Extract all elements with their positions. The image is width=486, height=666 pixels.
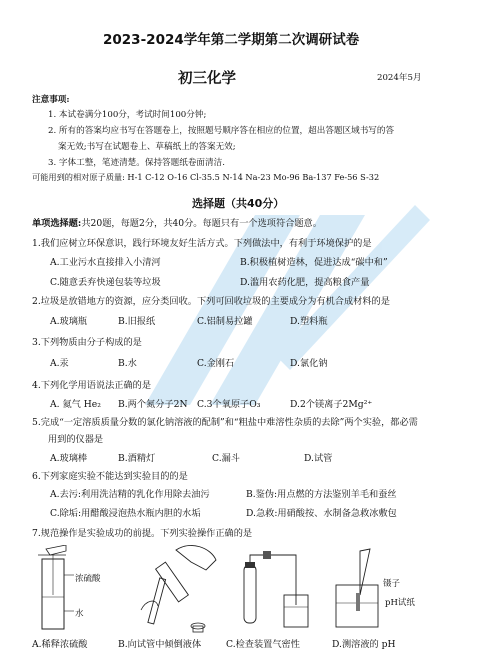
option: A.玻璃瓶 (50, 316, 88, 327)
option: A. 氦气 He₂ (50, 399, 101, 410)
label-acid: 浓硫酸 (75, 574, 101, 584)
option: C.漏斗 (212, 453, 240, 464)
option: B.向试管中倾倒液体 (118, 639, 202, 650)
notice-item: 1. 本试卷满分100分，考试时间100分钟; (48, 110, 207, 120)
option: A.去污:利用洗洁精的乳化作用除去油污 (50, 489, 210, 500)
option: D.急救:用硝酸按、水制备急救冰敷包 (246, 508, 397, 519)
option: D.2个镁离子2Mg²⁺ (290, 399, 373, 410)
option: B.两个氮分子2N (118, 399, 188, 410)
notice-item: 案无效;书写在试题卷上、草稿纸上的答案无效; (58, 142, 236, 152)
label-ph-paper: pH试纸 (385, 598, 415, 608)
option: B.鉴伪:用点燃的方法鉴别羊毛和蚕丝 (246, 489, 397, 500)
question-stem: 6.下列家庭实验不能达到实验目的的是 (32, 471, 188, 482)
option: B.积极植树造林，促进达成“碳中和” (240, 257, 388, 268)
option: B.水 (118, 358, 137, 369)
section-intro (32, 215, 322, 229)
question-stem: 5.完成“一定溶质质量分数的氯化钠溶液的配制”和“粗盐中难溶性杂质的去除”两个实验，都必需 (32, 417, 418, 428)
question-stem: 3.下列物质由分子构成的是 (32, 337, 142, 348)
label-water: 水 (75, 609, 84, 619)
figure-dilute-acid (36, 545, 116, 635)
figure-ph-test (330, 545, 390, 635)
option: B.酒精灯 (118, 453, 156, 464)
option: C.金刚石 (197, 358, 235, 369)
question-stem: 7.规范操作是实验成功的前提。下列实验操作正确的是 (32, 528, 253, 539)
notice-heading: 注意事项: (32, 95, 70, 105)
option: A.玻璃棒 (50, 453, 88, 464)
option: C.铝制易拉罐 (197, 316, 253, 327)
option: D.测溶液的 pH (332, 639, 396, 650)
option: B.旧报纸 (118, 316, 156, 327)
option: C.除垢:用醋酸浸泡热水瓶内胆的水垢 (50, 508, 201, 519)
question-stem-cont: 用到的仪器是 (48, 434, 104, 445)
option: D.滥用农药化肥，提高粮食产量 (240, 277, 370, 288)
question-stem: 2.垃圾是放错地方的资源，应分类回收。下列可回收垃圾的主要成分为有机合成材料的是 (32, 296, 390, 307)
option: C.随意丢弃快递包装等垃圾 (50, 277, 161, 288)
option: D.塑料瓶 (290, 316, 328, 327)
subject-title: 初三化学 (178, 71, 236, 87)
question-stem: 1.我们应树立环保意识，践行环境友好生活方式。下列做法中，有利于环境保护的是 (32, 238, 372, 249)
atomic-mass-line: 可能用到的相对原子质量: H-1 C-12 O-16 Cl-35.5 N-14 Na-23 Mo-96 Ba-137 Fe-56 S-32 (32, 172, 380, 182)
option: D.氯化钠 (290, 358, 328, 369)
option: A.稀释浓硫酸 (32, 639, 88, 650)
option: C.3个氧原子O₃ (197, 399, 261, 410)
option: A.汞 (50, 358, 69, 369)
figure-airtightness (236, 545, 316, 635)
section-intro-text: 共20题，每题2分，共40分。每题只有一个选项符合题意。 (81, 218, 322, 229)
figure-pour-liquid (136, 540, 226, 635)
exam-date: 2024年5月 (377, 73, 422, 83)
section-intro-label: 单项选择题: (32, 218, 82, 229)
option: C.检查装置气密性 (226, 639, 300, 650)
exam-title: 2023-2024学年第二学期第二次调研试卷 (103, 32, 360, 48)
option: A.工业污水直接排入小清河 (50, 257, 161, 268)
notice-item: 3. 字体工整，笔迹清楚。保持答题纸卷面清洁. (48, 158, 225, 168)
label-tweezers: 镊子 (383, 579, 401, 589)
section-title: 选择题（共40分） (192, 197, 285, 210)
option: D.试管 (304, 453, 333, 464)
question-stem: 4.下列化学用语说法正确的是 (32, 380, 152, 391)
notice-item: 2. 所有的答案均应书写在答题卷上，按照题号顺序答在相应的位置，超出答题区域书写的答 (48, 126, 395, 136)
